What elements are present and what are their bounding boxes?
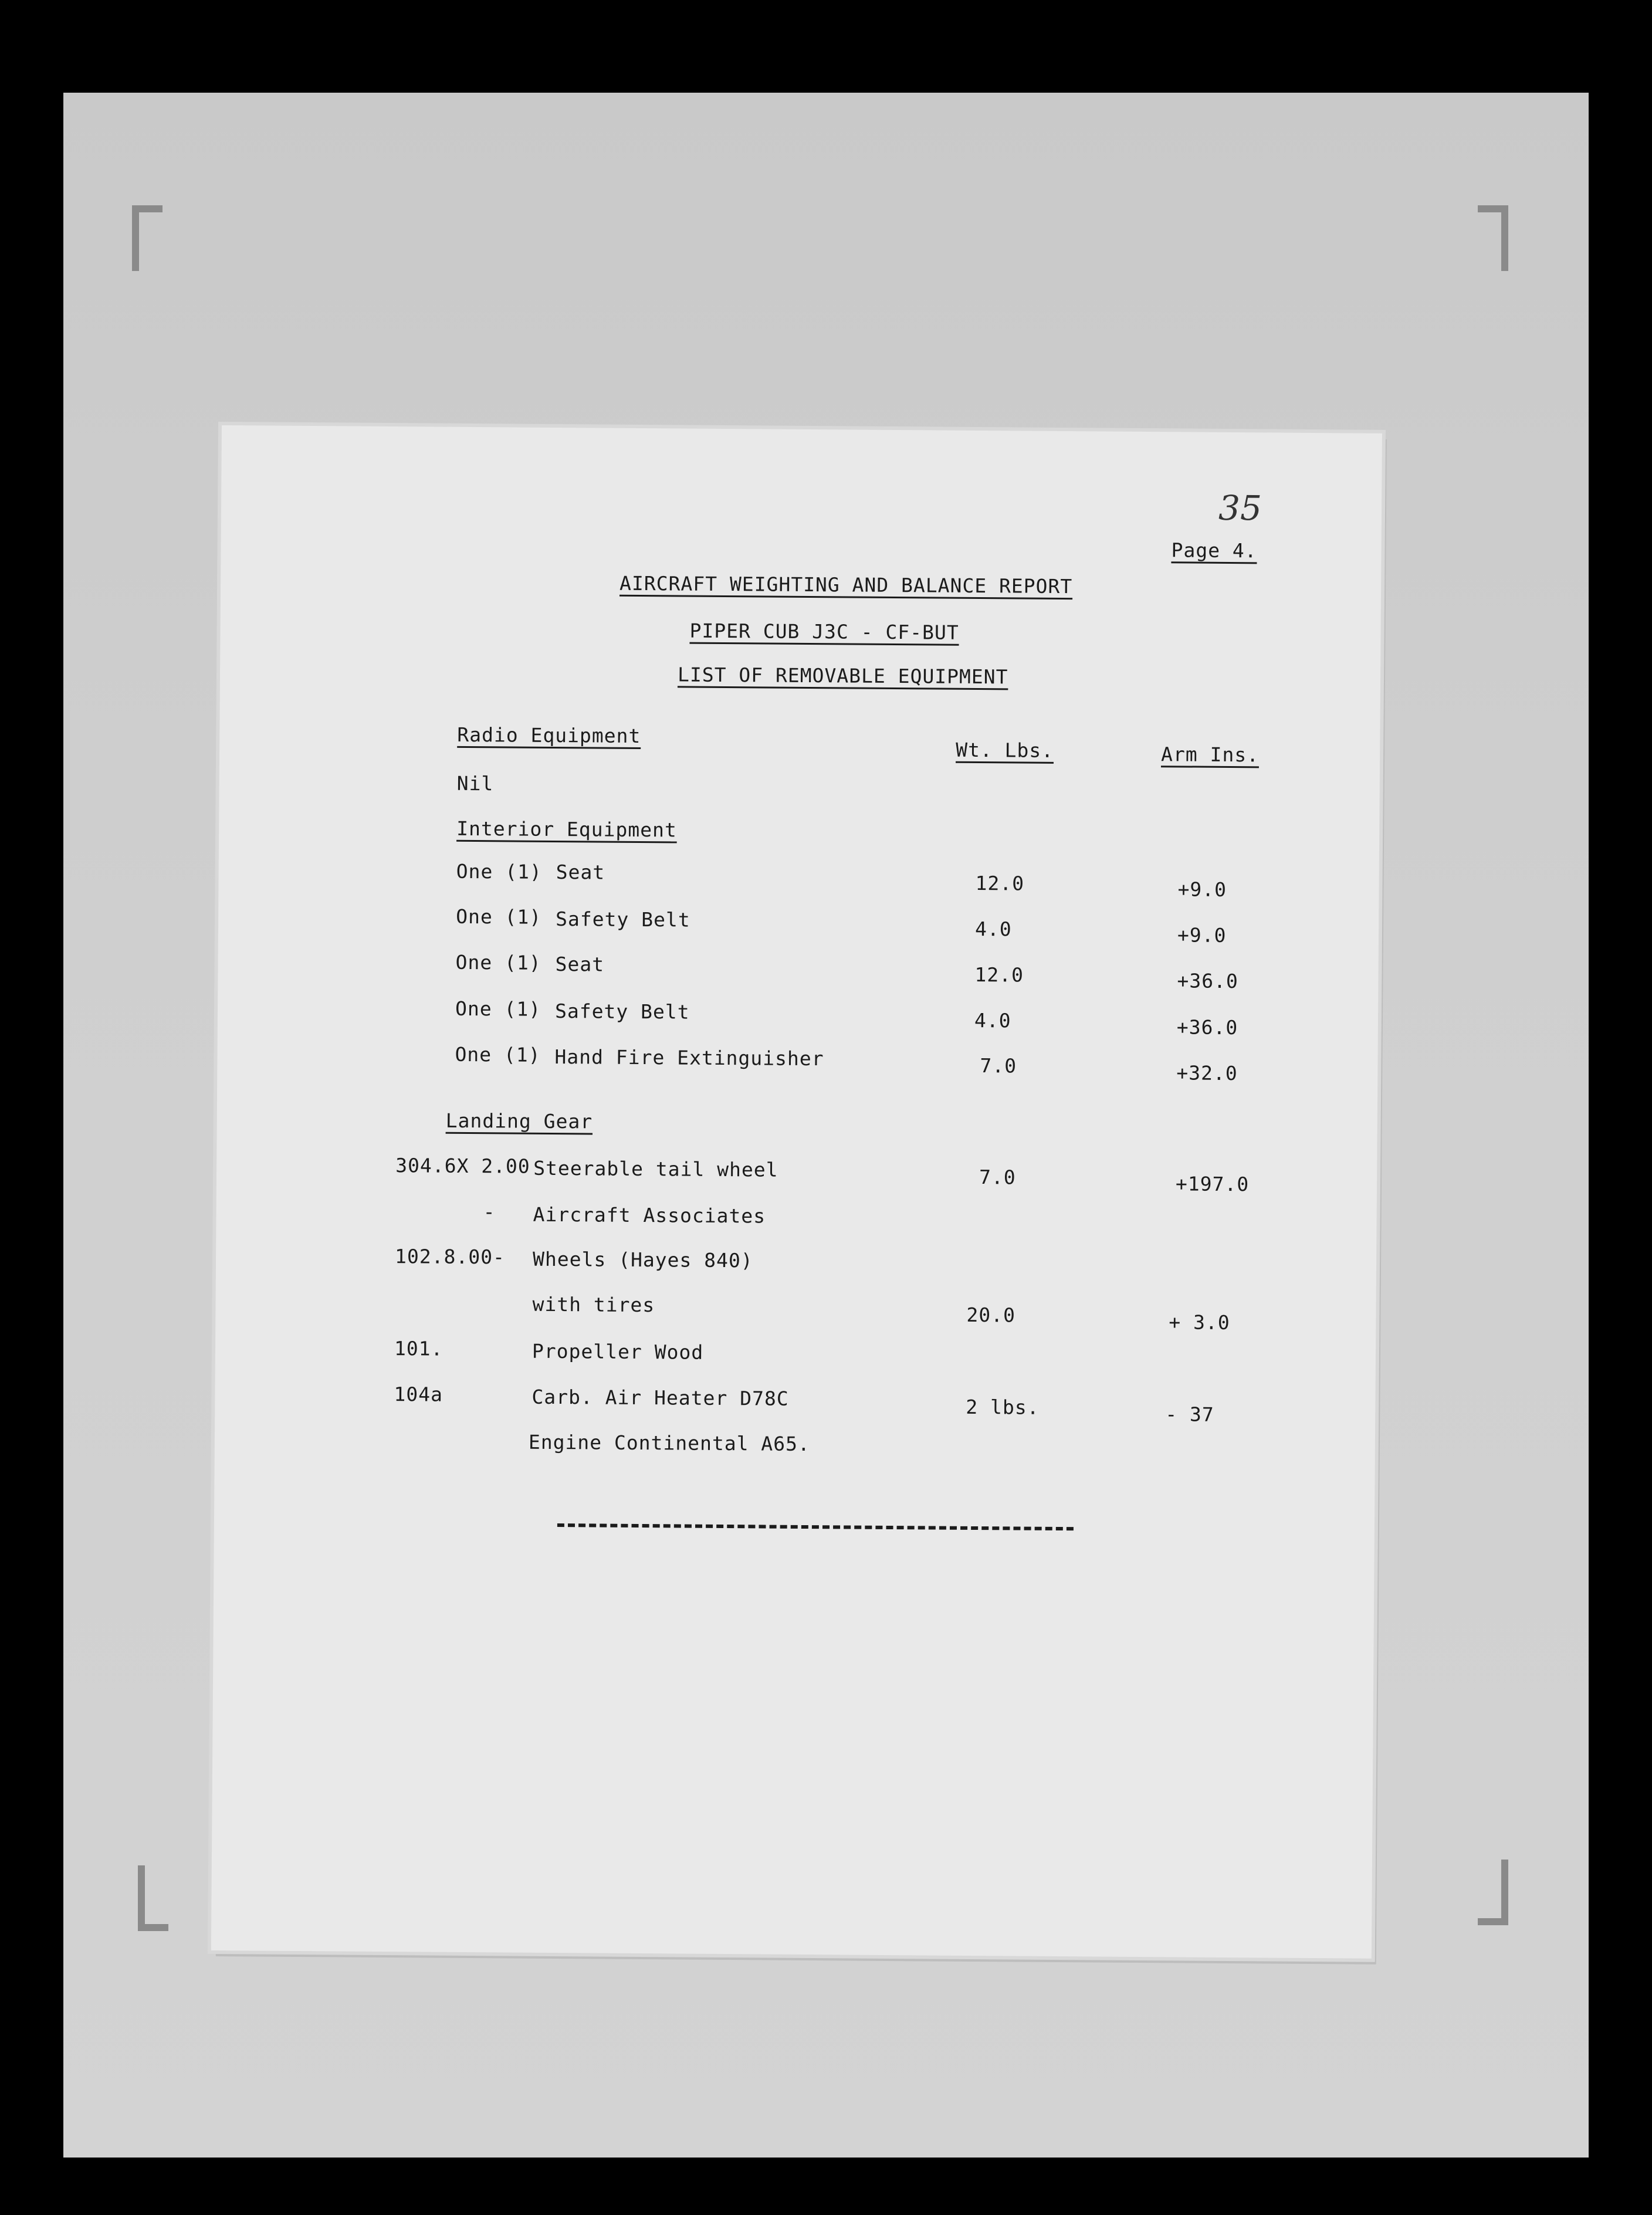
- landing-row: Engine Continental A65.: [528, 1430, 811, 1456]
- landing-row: - Aircraft Associates: [483, 1200, 766, 1228]
- column-arm-header: Arm Ins.: [1160, 743, 1260, 767]
- list-title: LIST OF REMOVABLE EQUIPMENT: [677, 663, 1008, 689]
- landing-row: 101. Propeller Wood: [394, 1337, 704, 1364]
- interior-row: One (1) Safety Belt 4.0 +9.0: [456, 905, 1227, 947]
- landing-row: 304.6X 2.00 Steerable tail wheel 7.0 +197.0: [395, 1154, 1250, 1196]
- interior-row: One (1) Safety Belt 4.0 +36.0: [455, 997, 1238, 1039]
- interior-row: One (1) Hand Fire Extinguisher 7.0 +32.0: [455, 1042, 1238, 1085]
- crop-mark-bottom-right: [1478, 1860, 1508, 1925]
- landing-heading: Landing Gear: [445, 1109, 593, 1133]
- handwritten-number: 35: [1218, 487, 1262, 529]
- interior-heading: Interior Equipment: [456, 817, 677, 842]
- landing-row: 104a Carb. Air Heater D78C 2 lbs. - 37: [394, 1383, 1214, 1426]
- crop-mark-bottom-left: [138, 1865, 168, 1931]
- crop-mark-top-right: [1478, 205, 1508, 271]
- page-label: Page 4.: [1171, 538, 1257, 563]
- interior-row: One (1) Seat 12.0 +9.0: [456, 859, 1227, 901]
- radio-heading: Radio Equipment: [457, 723, 641, 747]
- interior-row: One (1) Seat 12.0 +36.0: [455, 950, 1238, 993]
- document-sheet: [211, 425, 1382, 1959]
- column-weight-header: Wt. Lbs.: [956, 738, 1054, 762]
- landing-row: 102.8.00- Wheels (Hayes 840): [394, 1245, 753, 1272]
- landing-row: with tires 20.0 + 3.0: [532, 1292, 1230, 1335]
- radio-note: Nil: [456, 771, 494, 795]
- dashed-divider: [557, 1523, 1074, 1530]
- aircraft-title: PIPER CUB J3C - CF-BUT: [689, 619, 959, 644]
- report-title: AIRCRAFT WEIGHTING AND BALANCE REPORT: [620, 571, 1073, 598]
- crop-mark-top-left: [132, 205, 163, 271]
